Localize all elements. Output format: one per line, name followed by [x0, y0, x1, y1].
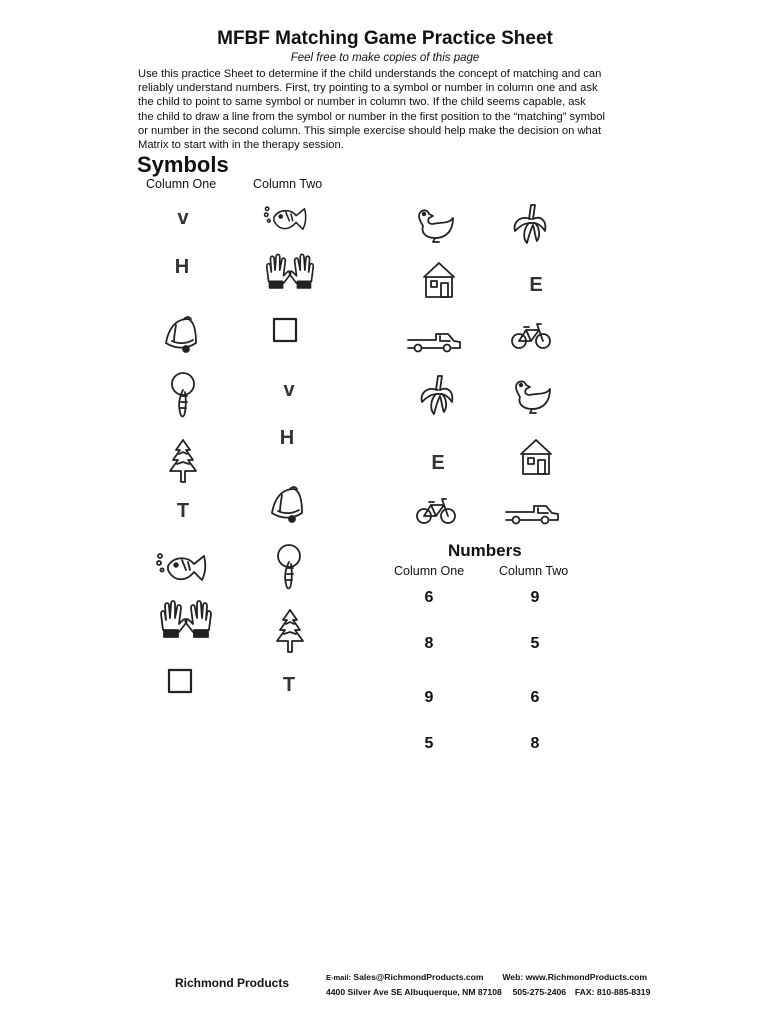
duck-icon — [413, 206, 455, 244]
address: 4400 Silver Ave SE Albuquerque, NM 87108 — [326, 987, 502, 997]
truck-icon — [504, 502, 560, 526]
house-icon — [519, 438, 553, 476]
gloves-icon — [263, 253, 317, 293]
footer-brand: Richmond Products — [175, 976, 290, 990]
key-icon — [168, 372, 198, 422]
web-label: Web: — [502, 972, 524, 982]
email-label: E-mail: — [326, 973, 352, 982]
bicycle-icon — [511, 322, 551, 350]
intro-paragraph — [138, 67, 618, 152]
number-cell: 9 — [530, 589, 540, 606]
fish-icon — [154, 550, 208, 586]
page-title: MFBF Matching Game Practice Sheet — [217, 28, 553, 49]
tree-icon — [166, 438, 200, 486]
phone: 505-275-2406 — [512, 987, 567, 997]
letter-t: T — [176, 500, 190, 522]
intro-line: or number in the second column. This simple exercise should help make the decision on what — [138, 124, 602, 137]
numbers-column-one-header: Column One — [394, 564, 465, 578]
letter-t: T — [282, 674, 296, 696]
duck-icon — [510, 377, 552, 415]
symbols-heading: Symbols — [137, 152, 229, 177]
truck-icon — [406, 330, 462, 354]
email-link[interactable]: Sales@RichmondProducts.com — [353, 972, 484, 982]
house-icon — [422, 261, 456, 299]
symbols-column-one-header: Column One — [146, 177, 217, 191]
number-cell: 5 — [424, 735, 434, 752]
tree-icon — [273, 608, 307, 656]
intro-line: reliably understand numbers. First, try pointing to a symbol or number in column one and ask — [138, 82, 598, 95]
intro-line: the child to draw a line from the symbol or number in the first position to the “matching” symbol — [138, 110, 605, 123]
gloves-icon — [157, 600, 215, 642]
letter-v: v — [283, 379, 295, 401]
key-icon — [274, 544, 304, 594]
numbers-column-two-header: Column Two — [499, 564, 569, 578]
number-cell: 8 — [424, 635, 434, 652]
square-icon — [168, 669, 192, 693]
footer-contact — [326, 970, 650, 1000]
fish-icon — [262, 201, 308, 237]
letter-v: v — [177, 207, 189, 229]
number-cell: 9 — [424, 689, 434, 706]
letter-e: E — [431, 452, 445, 474]
letter-h: H — [279, 427, 295, 449]
bell-icon — [162, 313, 202, 355]
banana-icon — [418, 372, 454, 416]
number-cell: 8 — [530, 735, 540, 752]
web-link[interactable]: www.RichmondProducts.com — [525, 972, 648, 982]
square-icon — [273, 318, 297, 342]
bicycle-icon — [416, 497, 456, 525]
symbols-column-two-header: Column Two — [253, 177, 323, 191]
numbers-heading: Numbers — [448, 541, 522, 560]
letter-e: E — [529, 274, 543, 296]
page-subtitle: Feel free to make copies of this page — [290, 52, 480, 64]
bell-icon — [268, 483, 308, 525]
number-cell: 6 — [530, 689, 540, 706]
fax-label: FAX: — [574, 987, 595, 997]
intro-line: Matrix to start with in the therapy session. — [138, 139, 344, 152]
intro-line: the child to point to same symbol or number in column two. If the child seems capable, ask — [138, 96, 586, 109]
letter-h: H — [174, 256, 190, 278]
banana-icon — [511, 201, 547, 245]
fax: 810-885-8319 — [596, 987, 651, 997]
intro-line: Use this practice Sheet to determine if the child understands the concept of matching and can — [138, 68, 602, 80]
number-cell: 5 — [530, 635, 540, 652]
number-cell: 6 — [424, 589, 434, 606]
